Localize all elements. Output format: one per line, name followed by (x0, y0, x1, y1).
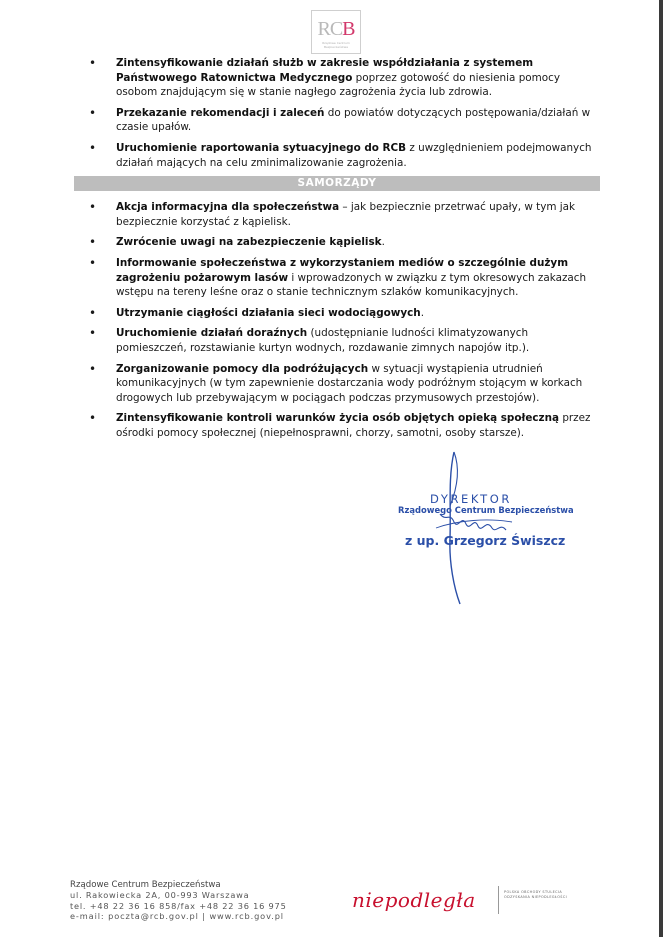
rcb-logo-subtitle: Rządowe Centrum Bezpieczeństwa (322, 41, 350, 49)
list-item-bold: Zintensyfikowanie działań służb w zakresie współdziałania z systemem Państwowego Ratownictwa Medycznego (116, 57, 534, 84)
list-item-text: i wprowadzonych w związku z tym okresowych zakazach wstępu na tereny leśne oraz o stanie technicznym szlaków komunikacyjnych. (116, 271, 587, 299)
list-item (74, 326, 600, 355)
list-item (74, 141, 600, 170)
footer-phone: tel. +48 22 36 16 858/fax +48 22 36 16 975 (70, 900, 287, 911)
list-item-bold: Zorganizowanie pomocy dla podróżujących (116, 362, 369, 375)
list-item-text: przez ośrodki pomocy społecznej (niepełnosprawni, chorzy, samotni, osoby starsze). (116, 412, 591, 439)
list-top (74, 56, 600, 170)
list-item-text: w sytuacji wystąpienia utrudnień komunikacyjnych (w tym zapewnienie dostarczania wody podróżnym stojącym w korkach drogowych lub przebywającym w pociągach podczas przymusowych przestojów). (116, 362, 583, 404)
rcb-logo (311, 10, 361, 54)
list-item-bold: Zwrócenie uwagi na zabezpieczenie kąpielisk (116, 236, 382, 249)
list-item-text: (udostępnianie ludności klimatyzowanych pomieszczeń, rozstawianie kurtyn wodnych, rozdawanie zimnych napojów itp.). (116, 327, 530, 354)
list-item-bold: Uruchomienie działań doraźnych (116, 327, 308, 340)
niepodlegla-logo (352, 884, 592, 924)
list-item-bold: Zintensyfikowanie kontroli warunków życia osób objętych opieką społeczną (116, 412, 560, 425)
list-item-text: . (381, 236, 385, 249)
list-item-bold: Utrzymanie ciągłości działania sieci wodociągowych (116, 306, 421, 319)
document-body (74, 56, 600, 446)
section-header: SAMORZĄDY (74, 176, 600, 191)
footer-contact (70, 880, 310, 922)
list-item-text: do powiatów dotyczących postępowania/działań w czasie upałów. (116, 106, 591, 134)
list-item (74, 235, 600, 250)
list-item (74, 411, 600, 440)
signature-block (388, 448, 574, 608)
signature-org: Rządowego Centrum Bezpieczeństwa (398, 505, 574, 515)
footer-email-web: e-mail: poczta@rcb.gov.pl | www.rcb.gov.pl (70, 911, 284, 922)
page-edge (659, 0, 663, 937)
list-item (74, 200, 600, 229)
list-item (74, 56, 600, 100)
footer-address: ul. Rakowiecka 2A, 00-993 Warszawa (70, 890, 250, 901)
list-item-bold: Informowanie społeczeństwa z wykorzystaniem mediów o szczególnie dużym zagrożeniu pożarowym lasów (116, 256, 569, 284)
rcb-logo-mark: RCB (317, 18, 355, 40)
list-item (74, 256, 600, 300)
signature-name: z up. Grzegorz Świszcz (405, 533, 566, 548)
list-item-text: z uwzględnieniem podejmowanych działań mających na celu zminimalizowanie zagrożenia. (116, 141, 592, 169)
list-item-bold: Uruchomienie raportowania sytuacyjnego do RCB (116, 141, 407, 154)
list-item-text: – jak bezpiecznie przetrwać upały, w tym jak bezpiecznie korzystać z kąpielisk. (116, 201, 576, 228)
niepodlegla-divider (498, 886, 499, 914)
list-item-text: . (420, 306, 425, 319)
list-item (74, 362, 600, 406)
list-item (74, 306, 600, 321)
list-item-bold: Akcja informacyjna dla społeczeństwa (116, 201, 340, 214)
footer-org: Rządowe Centrum Bezpieczeństwa (70, 880, 221, 890)
niepodlegla-script: niepodległa (352, 888, 476, 912)
signature-title: DYREKTOR (430, 492, 513, 506)
list-item (74, 106, 600, 135)
list-item-text: poprzez gotowość do niesienia pomocy osobom znajdującym się w stanie nagłego zagrożenia życia lub zdrowia. (116, 71, 560, 99)
handwritten-signature (388, 448, 568, 608)
niepodlegla-tag: POLSKA OBCHODY STULECIA ODZYSKANIA NIEPODLEGŁOŚCI (504, 890, 567, 899)
list-item-bold: Przekazanie rekomendacji i zaleceń (116, 106, 325, 119)
list-samorzady (74, 200, 600, 440)
